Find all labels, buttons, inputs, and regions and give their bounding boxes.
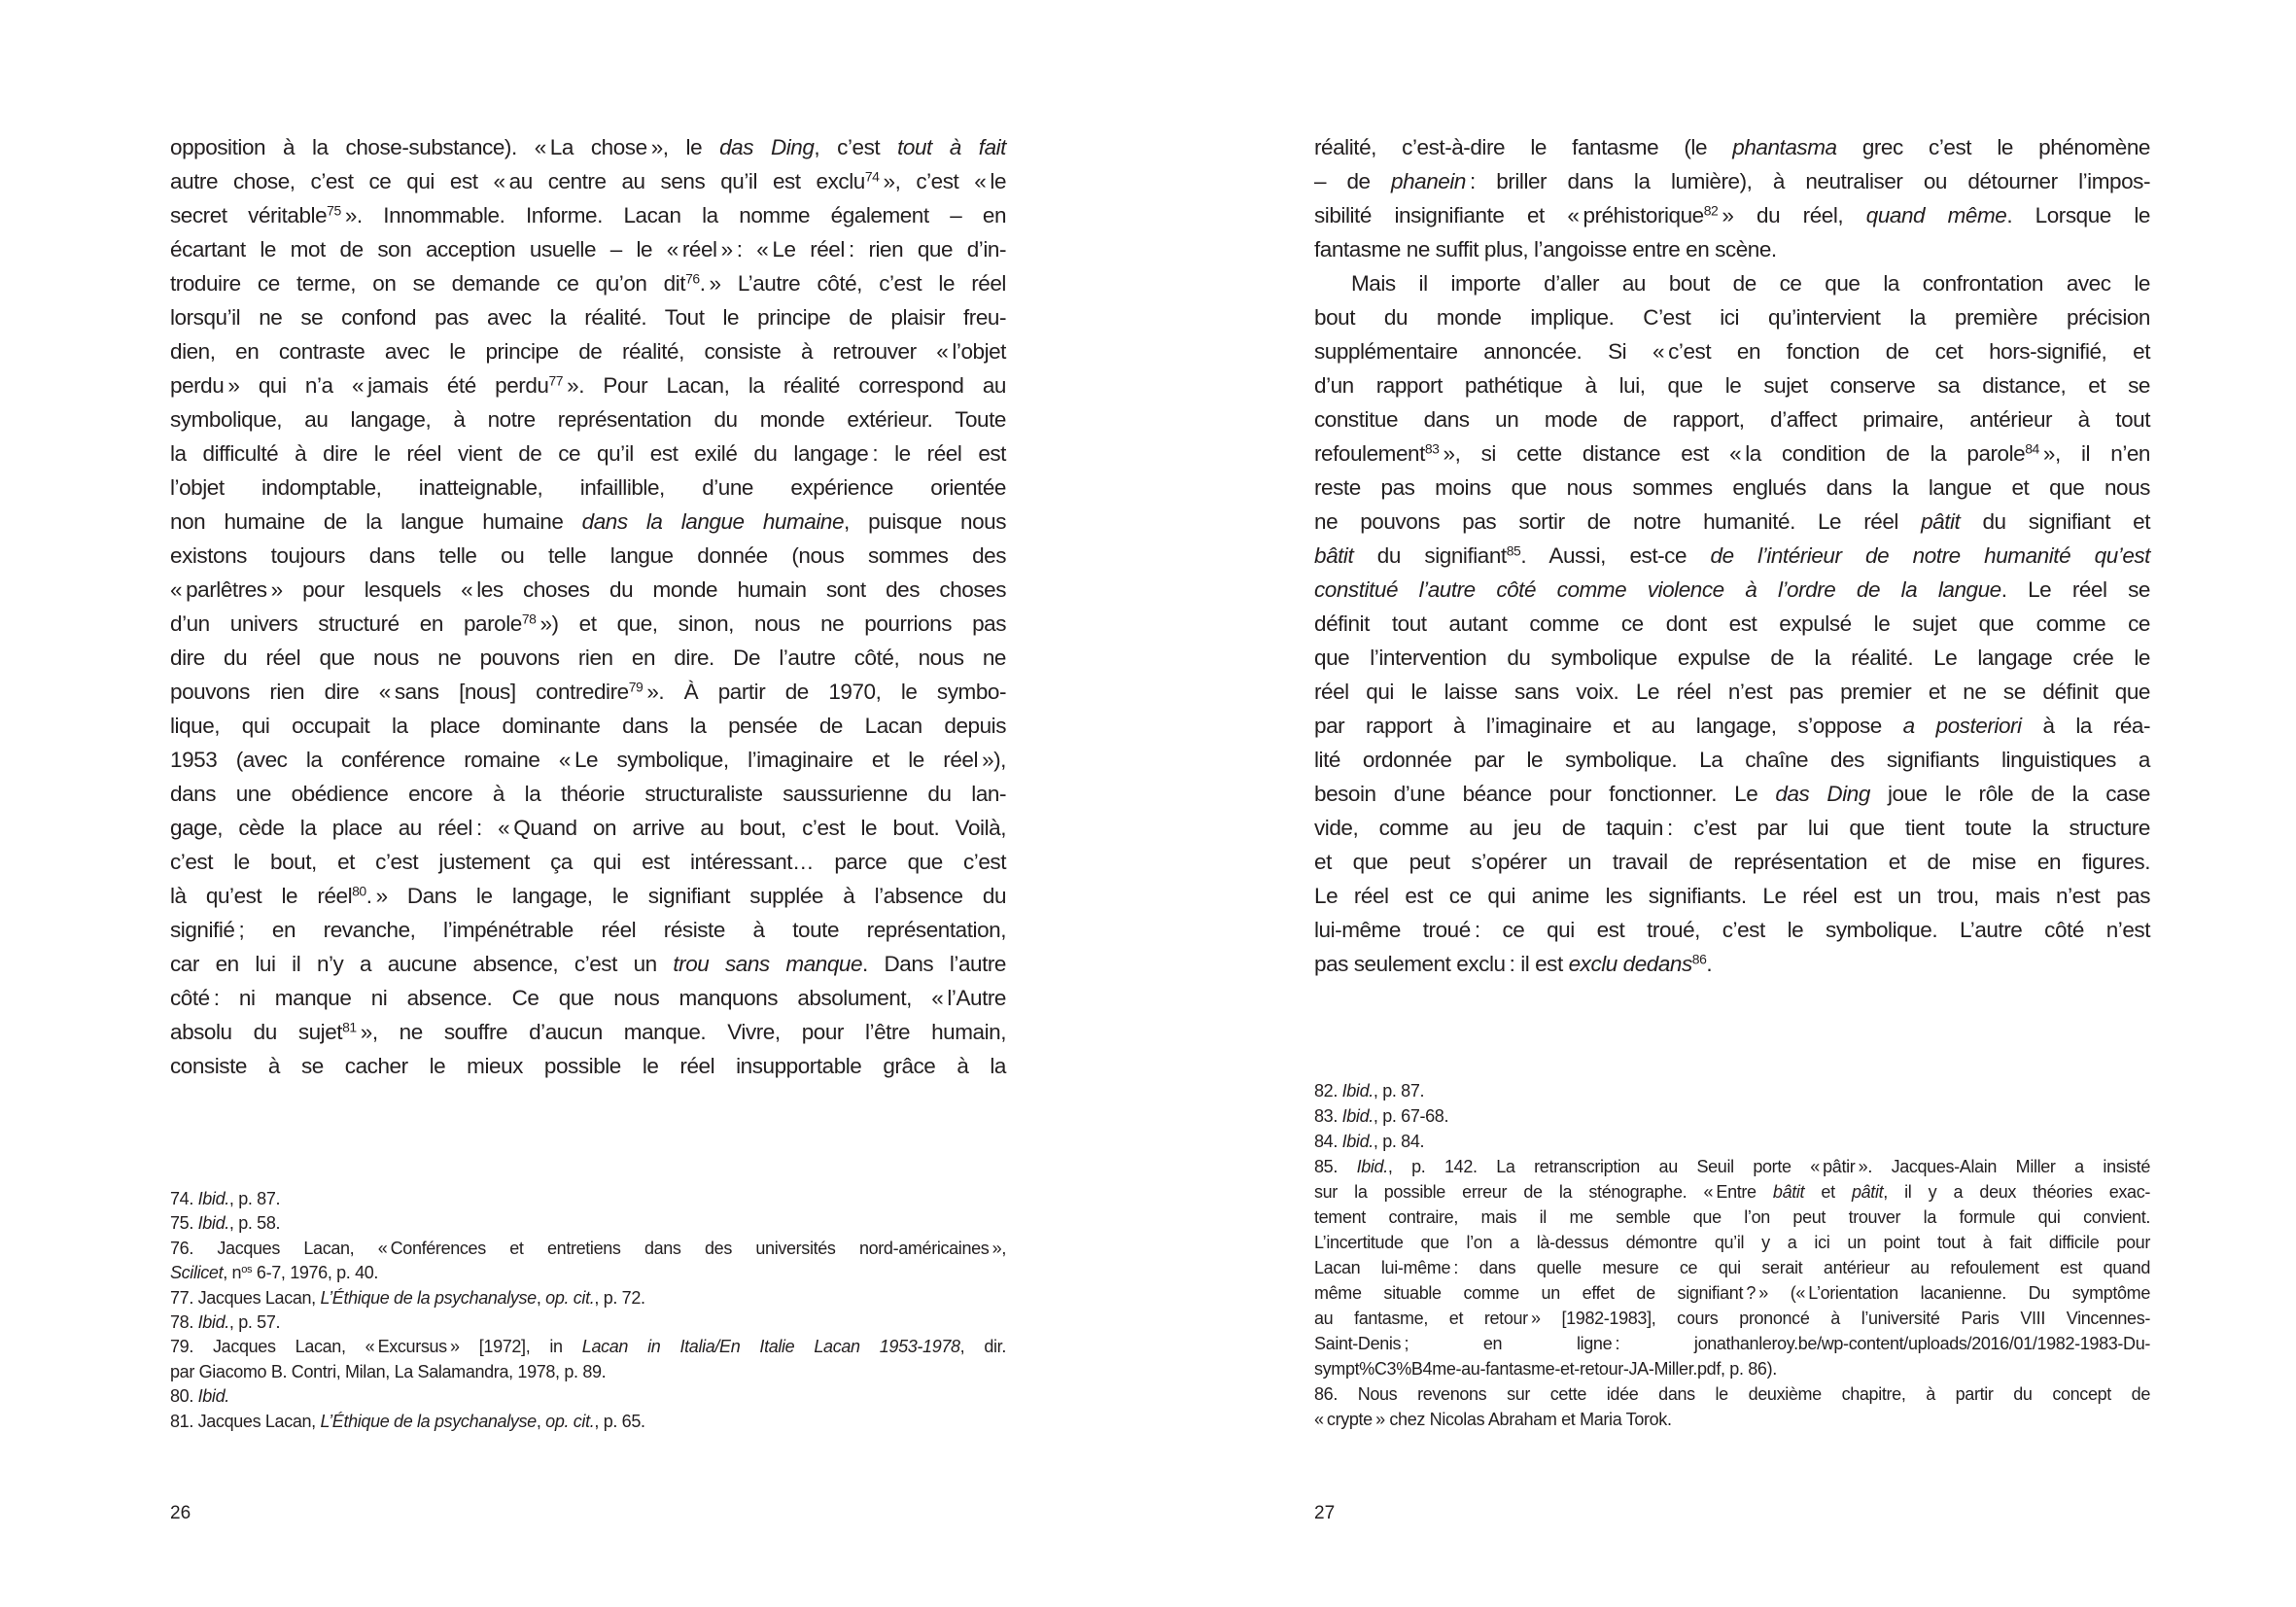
text-segment: 77. Jacques Lacan, (170, 1287, 321, 1308)
footnote (1314, 1381, 2150, 1432)
text-line (1314, 709, 2150, 743)
text-line (1314, 198, 2150, 232)
italic-text: Ibid. (197, 1189, 229, 1208)
text-segment: Lacan lui-même : dans quelle mesure ce qui serait antérieur au refoulement est quand (1314, 1258, 2150, 1277)
footnote-line (1314, 1230, 2150, 1255)
text-line (170, 573, 1006, 607)
text-line (1314, 539, 2150, 573)
italic-text: constitué l’autre côté comme violence à l’ordre de la langue (1314, 577, 2001, 602)
text-line (170, 334, 1006, 368)
text-segment: ». Innommable. Informe. Lacan la nomme également – en (340, 203, 1007, 227)
text-segment: 6-7, 1976, p. 40. (252, 1263, 379, 1283)
text-segment: ». Pour Lacan, la réalité correspond au (563, 373, 1006, 398)
text-segment: supplémentaire annoncée. Si « c’est en fonction de cet hors-signifié, et (1314, 339, 2150, 364)
text-segment: » du réel, (1718, 203, 1866, 227)
text-segment: d’un rapport pathétique à lui, que le sujet conserve sa distance, et se (1314, 373, 2150, 398)
text-segment: lique, qui occupait la place dominante dans la pensée de Lacan depuis (170, 714, 1006, 738)
text-segment: bout du monde implique. C’est ici qu’intervient la première précision (1314, 305, 2150, 330)
footnote-line (170, 1335, 1006, 1359)
italic-text: pâtit (1921, 509, 1961, 534)
text-line (1314, 811, 2150, 845)
italic-text: tout à fait (897, 135, 1006, 159)
text-segment: », c’est « le (879, 169, 1007, 193)
italic-text: Ibid. (197, 1312, 229, 1333)
text-segment: « crypte » chez Nicolas Abraham et Maria Torok. (1314, 1410, 1672, 1429)
text-segment: 76. Jacques Lacan, « Conférences et entretiens dans des universités nord-américaines », (170, 1238, 1006, 1258)
text-segment: L’incertitude que l’on a là-dessus démontre qu’il y a ici un point tout à fait difficile pour (1314, 1233, 2150, 1252)
text-segment: pas seulement exclu : il est (1314, 952, 1569, 976)
footnote-line (1314, 1103, 2150, 1129)
text-segment: . Le réel se (2000, 577, 2150, 602)
text-segment: , n (223, 1263, 242, 1283)
footnote-line (1314, 1331, 2150, 1356)
footnote (170, 1410, 1006, 1434)
text-segment: existons toujours dans telle ou telle langue donnée (nous sommes des (170, 543, 1006, 568)
text-segment: sur la possible erreur de la sténographe. « Entre (1314, 1182, 1773, 1202)
text-segment: . Lorsque le (2006, 203, 2150, 227)
text-segment: et que peut s’opérer un travail de représentation et de mise en figures. (1314, 850, 2150, 874)
text-segment: troduire ce terme, on se demande ce qu’on dit (170, 271, 686, 296)
text-segment: dire du réel que nous ne pouvons rien en dire. De l’autre côté, nous ne (170, 646, 1006, 670)
text-segment: fantasme ne suffit plus, l’angoisse entre en scène. (1314, 237, 1777, 262)
text-segment: au fantasme, et retour » [1982-1983], cours prononcé à l’université Paris VIII Vincennes- (1314, 1309, 2150, 1328)
text-segment: , p. 58. (228, 1213, 281, 1234)
italic-text: dans la langue humaine (581, 509, 845, 534)
text-segment: – de (1314, 169, 1392, 193)
text-segment: signifié ; en revanche, l’impénétrable réel résiste à toute représentation, (170, 918, 1006, 942)
text-segment: 79. Jacques Lacan, « Excursus » [1972], in (170, 1337, 582, 1357)
text-segment: 80. (170, 1386, 198, 1407)
text-segment: gage, cède la place au réel : « Quand on arrive au bout, c’est le bout. Voilà, (170, 816, 1006, 840)
text-segment: , p. 65. (594, 1411, 645, 1431)
text-segment: », ne souffre d’aucun manque. Vivre, pour l’être humain, (356, 1020, 1006, 1044)
text-segment: l’objet indomptable, inatteignable, infaillible, d’une expérience orientée (170, 475, 1006, 500)
footnote-line (170, 1237, 1006, 1261)
text-segment: côté : ni manque ni absence. Ce que nous manquons absolument, « l’Autre (170, 986, 1006, 1010)
footnote (170, 1237, 1006, 1286)
text-line (1314, 471, 2150, 505)
footnote-line (170, 1310, 1006, 1335)
footnote (170, 1335, 1006, 1384)
footnote (1314, 1129, 2150, 1154)
paragraph (1314, 130, 2150, 266)
text-segment: ». À partir de 1970, le symbo- (643, 680, 1006, 704)
text-line (1314, 232, 2150, 266)
text-segment: reste pas moins que nous sommes englués dans la langue et que nous (1314, 475, 2150, 500)
text-line (1314, 130, 2150, 164)
text-line (1314, 300, 2150, 334)
text-segment: ne pouvons pas sortir de notre humanité. Le réel (1314, 509, 1922, 534)
text-line (1314, 947, 2150, 981)
text-segment: constitue dans un mode de rapport, d’affect primaire, antérieur à tout (1314, 407, 2150, 432)
text-line (170, 913, 1006, 947)
footnote-line (1314, 1356, 2150, 1381)
text-line (170, 743, 1006, 777)
text-segment: , (536, 1411, 546, 1431)
text-segment: . Aussi, est-ce (1520, 543, 1711, 568)
italic-text: Ibid. (1341, 1132, 1374, 1151)
footnote (1314, 1103, 2150, 1129)
text-line (170, 471, 1006, 505)
text-line (1314, 266, 2150, 300)
page-number: 27 (1314, 1503, 1336, 1523)
text-line (170, 607, 1006, 641)
text-segment: absolu du sujet (170, 1020, 343, 1044)
italic-text: op. cit. (545, 1411, 595, 1431)
text-segment: : briller dans la lumière), à neutraliser ou détourner l’impos- (1465, 169, 2150, 193)
footnote-ref: 79 (628, 679, 644, 695)
text-line (1314, 641, 2150, 675)
text-segment: que l’intervention du symbolique expulse de la réalité. Le langage crée le (1314, 646, 2150, 670)
text-segment: pouvons rien dire « sans [nous] contredire (170, 680, 629, 704)
footnote-line (1314, 1306, 2150, 1331)
text-line (1314, 607, 2150, 641)
text-segment: d’un univers structuré en parole (170, 611, 522, 636)
italic-text: phanein (1391, 169, 1466, 193)
text-segment: réalité, c’est-à-dire le fantasme (le (1314, 135, 1733, 159)
footnote (1314, 1078, 2150, 1103)
italic-text: Ibid. (1341, 1106, 1374, 1126)
footnote-ref: 86 (1691, 951, 1707, 967)
text-segment: . » Dans le langage, le signifiant supplée à l’absence du (365, 884, 1007, 908)
text-line (170, 300, 1006, 334)
italic-text: L’Éthique de la psychanalyse (320, 1411, 537, 1431)
text-segment: besoin d’une béance pour fonctionner. Le (1314, 782, 1776, 806)
italic-text: pâtit (1851, 1182, 1884, 1202)
footnote (1314, 1154, 2150, 1381)
text-segment: 74. (170, 1189, 198, 1208)
right-page (1148, 0, 2296, 1607)
text-segment: 84. (1314, 1132, 1342, 1151)
text-line (1314, 334, 2150, 368)
footnote-line (170, 1211, 1006, 1236)
text-segment: lui-même troué : ce qui est troué, c’est le symbolique. L’autre côté n’est (1314, 918, 2150, 942)
italic-text: trou sans manque (673, 952, 863, 976)
text-segment: , p. 67-68. (1373, 1106, 1449, 1126)
text-segment: 1953 (avec la conférence romaine « Le symbolique, l’imaginaire et le réel »), (170, 748, 1006, 772)
text-line (1314, 675, 2150, 709)
footnote-line (170, 1286, 1006, 1310)
footnotes (1314, 1078, 2150, 1432)
text-line (1314, 879, 2150, 913)
text-line (1314, 743, 2150, 777)
text-line (170, 777, 1006, 811)
footnote-line (170, 1384, 1006, 1409)
body-text (1314, 130, 2150, 981)
text-segment: , p. 87. (1373, 1081, 1425, 1100)
text-segment: Saint-Denis ; en ligne : jonathanleroy.be/wp-content/uploads/2016/01/1982-1983-Du- (1314, 1334, 2150, 1353)
text-line (170, 539, 1006, 573)
italic-text: a posteriori (1902, 714, 2022, 738)
text-line (170, 505, 1006, 539)
text-segment: 82. (1314, 1081, 1342, 1100)
text-line (1314, 437, 2150, 471)
text-line (1314, 402, 2150, 437)
text-line (170, 266, 1006, 300)
italic-text: bâtit (1772, 1182, 1805, 1202)
text-line (1314, 913, 2150, 947)
text-segment: par rapport à l’imaginaire et au langage, s’oppose (1314, 714, 1903, 738)
text-segment: « parlêtres » pour lesquels « les choses du monde humain sont des choses (170, 577, 1006, 602)
text-segment: . (1706, 952, 1713, 976)
text-segment: car en lui il n’y a aucune absence, c’est un (170, 952, 674, 976)
text-segment: , c’est (814, 135, 898, 159)
text-segment: , (536, 1287, 546, 1308)
text-segment: opposition à la chose-substance). « La chose », le (170, 135, 720, 159)
footnotes (170, 1187, 1006, 1434)
footnote-ref: 85 (1506, 542, 1521, 559)
footnote-line (1314, 1154, 2150, 1179)
italic-text: op. cit. (545, 1287, 595, 1308)
text-segment: là qu’est le réel (170, 884, 353, 908)
text-line (1314, 845, 2150, 879)
footnote (170, 1384, 1006, 1409)
text-line (170, 164, 1006, 198)
text-segment: sympt%C3%B4me-au-fantasme-et-retour-JA-Miller.pdf, p. 86). (1314, 1359, 1777, 1379)
text-segment: 86. Nous revenons sur cette idée dans le deuxième chapitre, à partir du concept de (1314, 1384, 2150, 1404)
text-segment: du signifiant (1353, 543, 1507, 568)
text-line (170, 1049, 1006, 1083)
italic-text: exclu dedans (1568, 952, 1692, 976)
italic-text: Ibid. (197, 1213, 229, 1234)
text-segment: , p. 84. (1373, 1132, 1425, 1151)
text-segment: , il y a deux théories exac- (1883, 1182, 2150, 1202)
text-line (170, 130, 1006, 164)
footnote-line (170, 1187, 1006, 1211)
text-segment: et (1804, 1182, 1852, 1202)
text-segment: consiste à se cacher le mieux possible le réel insupportable grâce à la (170, 1054, 1006, 1078)
text-line (1314, 368, 2150, 402)
text-line (170, 947, 1006, 981)
text-segment: autre chose, c’est ce qui est « au centre au sens qu’il est exclu (170, 169, 865, 193)
text-segment: à la réa- (2021, 714, 2151, 738)
text-line (170, 709, 1006, 743)
text-line (1314, 777, 2150, 811)
text-segment: dans une obédience encore à la théorie structuraliste saussurienne du lan- (170, 782, 1006, 806)
text-line (170, 198, 1006, 232)
text-segment: 81. Jacques Lacan, (170, 1411, 321, 1431)
text-segment: », il n’en (2038, 441, 2150, 466)
footnote-line (170, 1261, 1006, 1285)
footnote-ref: 83 (1424, 440, 1440, 457)
page-number: 26 (170, 1503, 191, 1523)
text-segment: même situable comme un effet de signifiant ? » (« L’orientation lacanienne. Du symptôme (1314, 1283, 2150, 1303)
text-segment: secret véritable (170, 203, 328, 227)
italic-text: das Ding (1775, 782, 1870, 806)
footnote-ref: 82 (1703, 202, 1719, 219)
footnote-ref: 81 (342, 1019, 357, 1035)
italic-text: Ibid. (1341, 1081, 1374, 1100)
italic-text: Ibid. (197, 1386, 229, 1407)
footnote (170, 1211, 1006, 1236)
text-segment: , p. 87. (228, 1189, 281, 1208)
text-segment: 75. (170, 1213, 198, 1234)
footnote-ref: 78 (521, 611, 537, 627)
text-segment: », si cette distance est « la condition de la parole (1439, 441, 2026, 466)
text-segment: . » L’autre côté, c’est le réel (699, 271, 1006, 296)
footnote (170, 1310, 1006, 1335)
footnote (170, 1286, 1006, 1310)
text-segment: du signifiant et (1960, 509, 2150, 534)
text-segment: sibilité insignifiante et « préhistorique (1314, 203, 1704, 227)
text-segment: dien, en contraste avec le principe de réalité, consiste à retrouver « l’objet (170, 339, 1006, 364)
text-segment: 83. (1314, 1106, 1342, 1126)
footnote-ref: 77 (548, 372, 564, 389)
italic-text: Lacan in Italia/En Italie Lacan 1953-1978 (581, 1337, 960, 1357)
footnote-line (1314, 1205, 2150, 1230)
footnote-ref: os (241, 1264, 253, 1276)
footnote-ref: 84 (2025, 440, 2039, 457)
text-segment: ») et que, sinon, nous ne pourrions pas (536, 611, 1006, 636)
footnote-line (1314, 1179, 2150, 1205)
text-segment: par Giacomo B. Contri, Milan, La Salamandra, 1978, p. 89. (170, 1361, 607, 1381)
text-segment: définit tout autant comme ce dont est expulsé le sujet que comme ce (1314, 611, 2150, 636)
text-segment: , dir. (959, 1337, 1006, 1357)
text-line (170, 845, 1006, 879)
text-segment: lité ordonnée par le symbolique. La chaîne des signifiants linguistiques a (1314, 748, 2150, 772)
footnote-line (170, 1410, 1006, 1434)
text-line (1314, 573, 2150, 607)
text-line (170, 879, 1006, 913)
footnote-line (1314, 1255, 2150, 1280)
text-line (1314, 505, 2150, 539)
italic-text: Ibid. (1356, 1157, 1388, 1176)
text-line (170, 811, 1006, 845)
footnote-ref: 76 (685, 270, 700, 287)
footnote-line (1314, 1129, 2150, 1154)
footnote-line (1314, 1078, 2150, 1103)
text-segment: refoulement (1314, 441, 1425, 466)
text-segment: 78. (170, 1312, 198, 1333)
text-line (170, 1015, 1006, 1049)
text-segment: lorsqu’il ne se confond pas avec la réalité. Tout le principe de plaisir freu- (170, 305, 1006, 330)
text-segment: symbolique, au langage, à notre représentation du monde extérieur. Toute (170, 407, 1006, 432)
text-line (170, 641, 1006, 675)
text-segment: , puisque nous (844, 509, 1006, 534)
paragraph (170, 130, 1006, 1083)
footnote-ref: 74 (864, 168, 880, 185)
text-line (170, 437, 1006, 471)
italic-text: L’Éthique de la psychanalyse (320, 1287, 537, 1308)
footnote (170, 1187, 1006, 1211)
text-segment: . Dans l’autre (862, 952, 1006, 976)
italic-text: das Ding (719, 135, 815, 159)
text-segment: , p. 142. La retranscription au Seuil porte « pâtir ». Jacques-Alain Miller a insisté (1387, 1157, 2150, 1176)
italic-text: bâtit (1314, 543, 1354, 568)
text-segment: perdu » qui n’a « jamais été perdu (170, 373, 549, 398)
text-segment: c’est le bout, et c’est justement ça qui est intéressant… parce que c’est (170, 850, 1006, 874)
text-segment: la difficulté à dire le réel vient de ce qu’il est exilé du langage : le réel est (170, 441, 1006, 466)
body-text (170, 130, 1006, 1083)
text-segment: , p. 57. (228, 1312, 281, 1333)
footnote-line (170, 1360, 1006, 1384)
text-line (170, 675, 1006, 709)
italic-text: phantasma (1732, 135, 1837, 159)
italic-text: de l’intérieur de notre humanité qu’est (1710, 543, 2150, 568)
text-segment: non humaine de la langue humaine (170, 509, 582, 534)
text-segment: Le réel est ce qui anime les signifiants. Le réel est un trou, mais n’est pas (1314, 884, 2150, 908)
text-segment: réel qui le laisse sans voix. Le réel n’est pas premier et ne se définit que (1314, 680, 2150, 704)
text-line (170, 981, 1006, 1015)
footnote-line (1314, 1381, 2150, 1407)
italic-text: quand même (1865, 203, 2007, 227)
text-line (170, 232, 1006, 266)
text-segment: joue le rôle de la case (1869, 782, 2151, 806)
footnote-ref: 75 (327, 202, 341, 219)
text-line (170, 368, 1006, 402)
text-segment: vide, comme au jeu de taquin : c’est par lui que tient toute la structure (1314, 816, 2150, 840)
paragraph (1314, 266, 2150, 981)
text-line (170, 402, 1006, 437)
text-segment: grec c’est le phénomène (1836, 135, 2150, 159)
footnote-ref: 80 (352, 883, 366, 899)
text-segment: Mais il importe d’aller au bout de ce que la confrontation avec le (1351, 271, 2150, 296)
footnote-line (1314, 1407, 2150, 1432)
text-segment: tement contraire, mais il me semble que l’on peut trouver la formule qui convient. (1314, 1207, 2150, 1227)
footnote-line (1314, 1280, 2150, 1306)
italic-text: Scilicet (170, 1263, 224, 1283)
text-segment: 85. (1314, 1157, 1357, 1176)
text-line (1314, 164, 2150, 198)
text-segment: , p. 72. (594, 1287, 645, 1308)
text-segment: écartant le mot de son acception usuelle – le « réel » : « Le réel : rien que d’in- (170, 237, 1006, 262)
